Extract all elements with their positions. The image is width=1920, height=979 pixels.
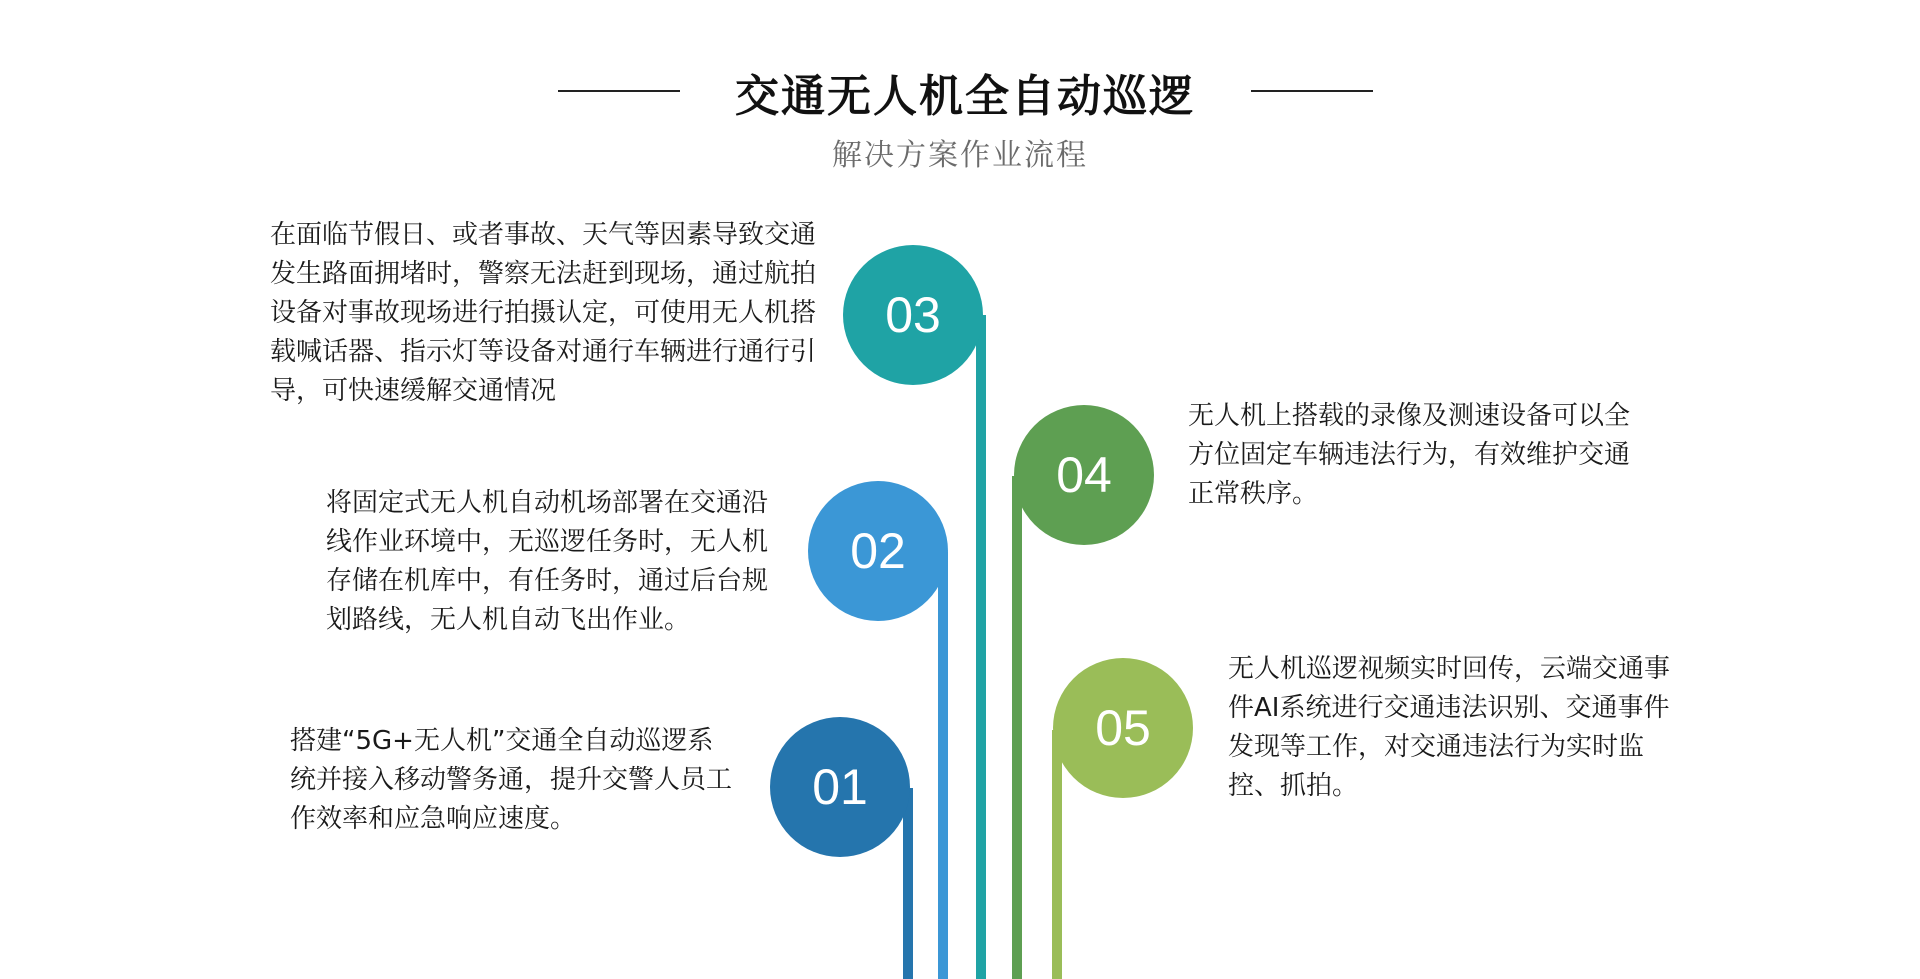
step-01-badge xyxy=(770,717,910,857)
step-02-badge xyxy=(808,481,948,621)
step-01-number: 01 xyxy=(812,759,868,815)
step-02-description: 将固定式无人机自动机场部署在交通沿线作业环境中，无巡逻任务时，无人机存储在机库中，有任务时，通过后台规划路线，无人机自动飞出作业。 xyxy=(326,488,769,635)
header xyxy=(0,52,1920,122)
page-subtitle: 解决方案作业流程 xyxy=(832,138,1088,173)
step-05-badge xyxy=(1053,658,1193,798)
step-01-stem xyxy=(903,788,913,979)
title-left-rule xyxy=(558,90,680,92)
step-04-description: 无人机上搭载的录像及测速设备可以全方位固定车辆违法行为，有效维护交通正常秩序。 xyxy=(1188,401,1631,509)
step-01-description: 搭建“5G+无人机”交通全自动巡逻系统并接入移动警务通，提升交警人员工作效率和应急响应速度。 xyxy=(290,726,733,834)
step-03-description: 在面临节假日、或者事故、天气等因素导致交通发生路面拥堵时，警察无法赶到现场，通过航拍设备对事故现场进行拍摄认定，可使用无人机搭载喊话器、指示灯等设备对通行车辆进行通行引导，可快速缓解交通情况 xyxy=(270,220,817,406)
step-04-number: 04 xyxy=(1056,447,1112,503)
step-04-badge xyxy=(1014,405,1154,545)
step-02-number: 02 xyxy=(850,523,906,579)
page-title: 交通无人机全自动巡逻 xyxy=(735,71,1195,122)
step-05-description: 无人机巡逻视频实时回传，云端交通事件AI系统进行交通违法识别、交通事件发现等工作，对交通违法行为实时监控、抓拍。 xyxy=(1228,654,1671,801)
step-03-stem xyxy=(976,315,986,979)
title-right-rule xyxy=(1251,90,1373,92)
step-05-number: 05 xyxy=(1095,700,1151,756)
step-02-stem xyxy=(938,552,948,979)
step-03-badge xyxy=(843,245,983,385)
step-04-stem xyxy=(1012,476,1022,979)
step-05-stem xyxy=(1052,730,1062,979)
step-03-number: 03 xyxy=(885,287,941,343)
